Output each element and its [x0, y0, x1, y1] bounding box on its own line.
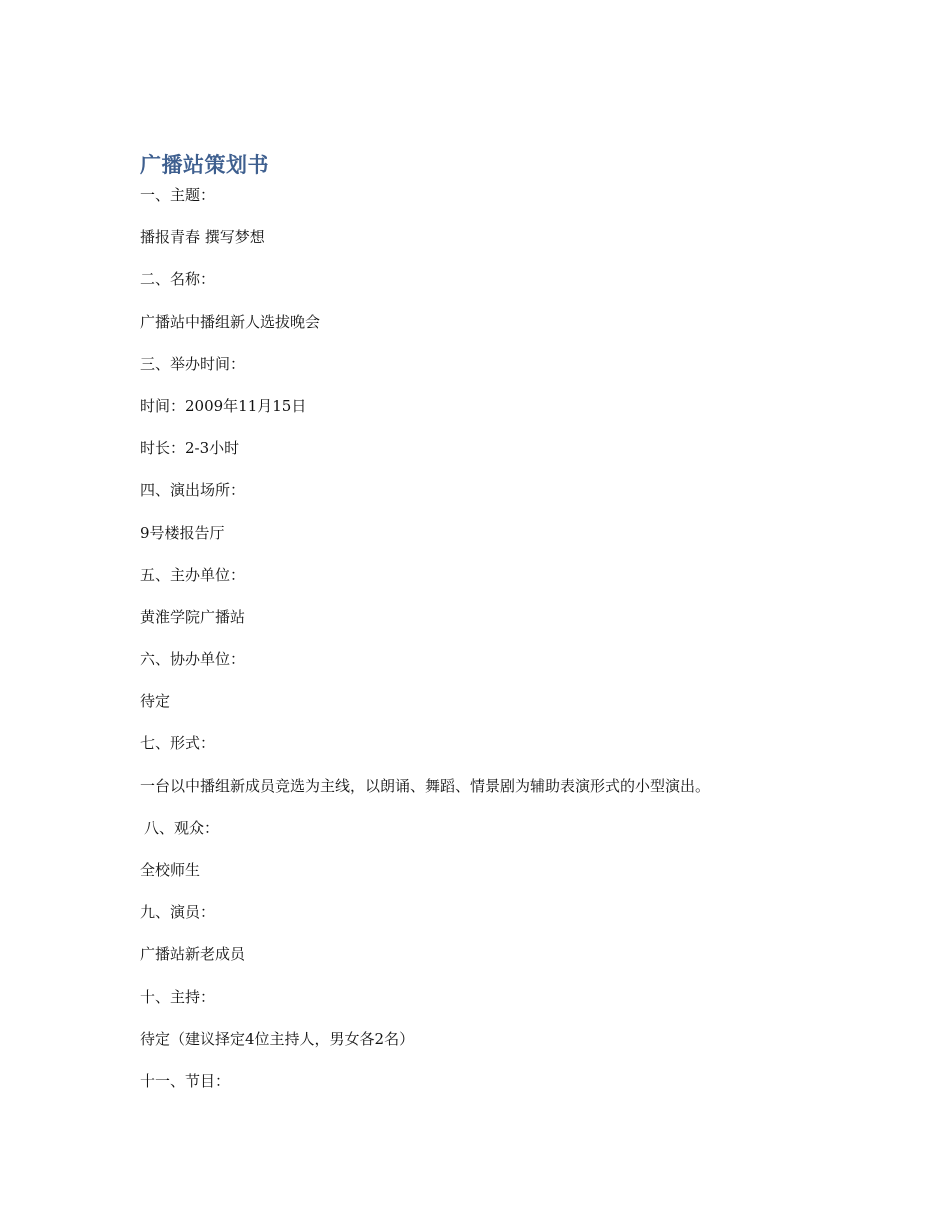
section-heading-theme: 一、主题： — [140, 186, 216, 204]
name-text: 广播站中播组新人选拔晚会 — [140, 312, 321, 331]
document-title: 广播站策划书 — [140, 153, 269, 177]
hosts-text: 待定（建议择定4位主持人，男女各2名） — [140, 1029, 415, 1048]
audience-text: 全校师生 — [140, 861, 201, 879]
section-heading-programs: 十一、节目： — [140, 1071, 231, 1090]
theme-text: 播报青春 撰写梦想 — [140, 228, 265, 247]
section-heading-performers: 九、演员： — [140, 903, 216, 922]
time-date-text: 时间：2009年11月15日 — [140, 396, 307, 415]
time-duration-text: 时长：2-3小时 — [140, 439, 240, 458]
section-heading-hosts: 十、主持： — [140, 987, 216, 1006]
section-heading-co-host: 六、协办单位： — [140, 650, 246, 669]
performers-text: 广播站新老成员 — [140, 945, 246, 964]
section-heading-name: 二、名称： — [140, 270, 216, 289]
section-heading-venue: 四、演出场所： — [140, 481, 246, 500]
section-heading-format: 七、形式： — [140, 734, 216, 753]
section-heading-host-org: 五、主办单位： — [140, 565, 246, 584]
section-heading-time: 三、举办时间： — [140, 354, 246, 373]
section-heading-audience: 八、观众： — [144, 818, 220, 837]
format-text: 一台以中播组新成员竞选为主线，以朗诵、舞蹈、情景剧为辅助表演形式的小型演出。 — [140, 776, 711, 795]
co-host-text: 待定 — [140, 692, 171, 711]
venue-text: 9号楼报告厅 — [140, 523, 225, 542]
document-body — [140, 150, 840, 1092]
host-org-text: 黄淮学院广播站 — [140, 607, 246, 626]
